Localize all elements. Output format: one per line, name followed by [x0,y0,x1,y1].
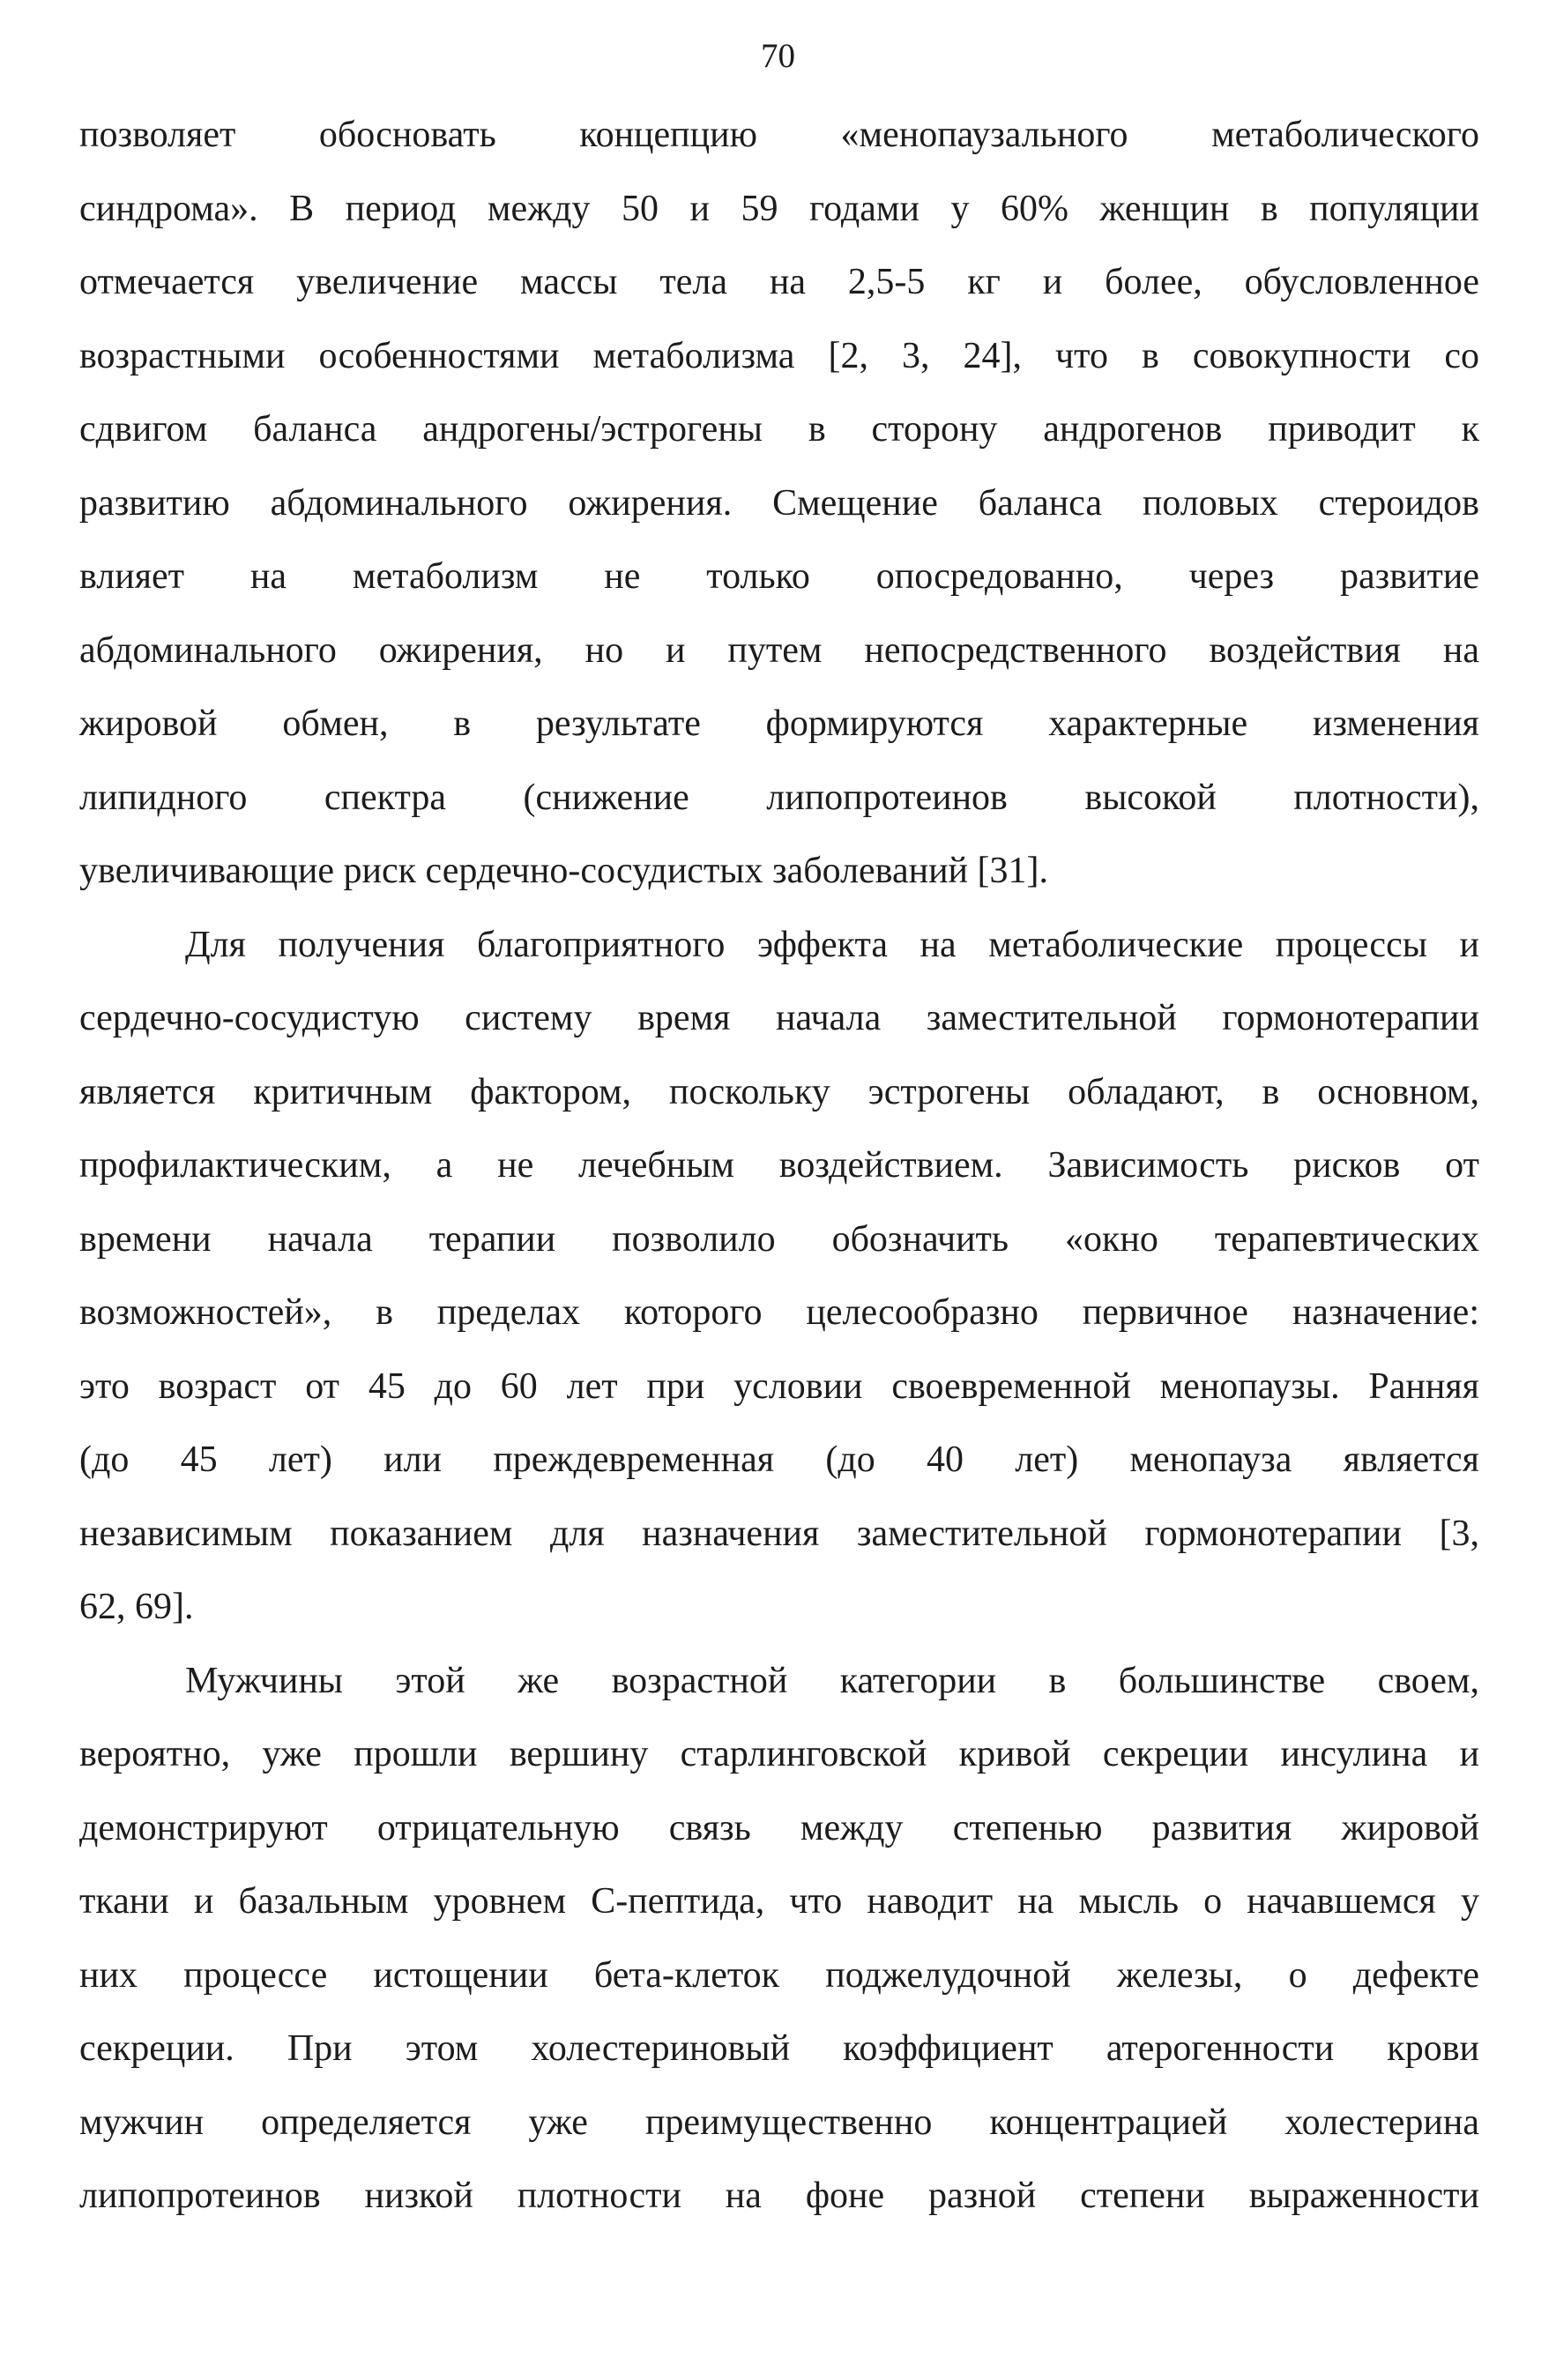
text-line: 62, 69]. [79,1587,194,1627]
text-line: синдрома». В период между 50 и 59 годами у 60% женщин в популяции [79,188,1479,229]
text-line: влияет на метаболизм не только опосредованно, через развитие [79,556,1479,597]
page-number: 70 [761,37,795,75]
text-line: развитию абдоминального ожирения. Смещение баланса половых стероидов [79,482,1479,524]
text-line: отмечается увеличение массы тела на 2,5-5 кг и более, обусловленное [79,262,1479,302]
text-line: сдвигом баланса андрогены/эстрогены в сторону андрогенов приводит к [79,409,1479,450]
text-line: демонстрируют отрицательную связь между степенью развития жировой [79,1807,1479,1848]
text-line: независимым показанием для назначения заместительной гормонотерапии [3, [79,1513,1479,1554]
body-text [79,99,1479,2234]
text-line: возможностей», в пределах которого целесообразно первичное назначение: [79,1292,1479,1333]
text-line: увеличивающие риск сердечно-сосудистых заболеваний [31]. [79,851,1048,891]
paragraph [79,1645,1479,2234]
text-line: секреции. При этом холестериновый коэффициент атерогенности крови [79,2028,1479,2069]
text-line: Для получения благоприятного эффекта на метаболические процессы и [185,924,1479,965]
text-line: возрастными особенностями метаболизма [2, 3, 24], что в совокупности со [79,335,1479,376]
text-line: них процессе истощении бета-клеток поджелудочной железы, о дефекте [79,1954,1479,1996]
text-line: профилактическим, а не лечебным воздействием. Зависимость рисков от [79,1145,1479,1186]
text-line: жировой обмен, в результате формируются характерные изменения [79,703,1479,744]
text-line: это возраст от 45 до 60 лет при условии своевременной менопаузы. Ранняя [79,1365,1479,1407]
text-line: времени начала терапии позволило обозначить «окно терапевтических [79,1218,1479,1260]
text-line: вероятно, уже прошли вершину старлинговской кривой секреции инсулина и [79,1734,1479,1774]
text-line: липидного спектра (снижение липопротеинов высокой плотности), [79,777,1479,818]
text-line: позволяет обосновать концепцию «менопаузального метаболического [79,115,1479,155]
paragraph [79,909,1479,1645]
text-line: сердечно-сосудистую систему время начала заместительной гормонотерапии [79,998,1479,1038]
paragraph [79,99,1479,909]
text-line: ткани и базальным уровнем С-пептида, что наводит на мысль о начавшемся у [79,1881,1479,1922]
text-line: абдоминального ожирения, но и путем непосредственного воздействия на [79,629,1479,671]
text-line: является критичным фактором, поскольку эстрогены обладают, в основном, [79,1071,1479,1112]
text-line: мужчин определяется уже преимущественно концентрацией холестерина [79,2101,1479,2143]
text-line: липопротеинов низкой плотности на фоне разной степени выраженности [79,2175,1479,2216]
text-line: Мужчины этой же возрастной категории в большинстве своем, [185,1660,1479,1701]
text-line: (до 45 лет) или преждевременная (до 40 лет) менопауза является [79,1439,1479,1480]
